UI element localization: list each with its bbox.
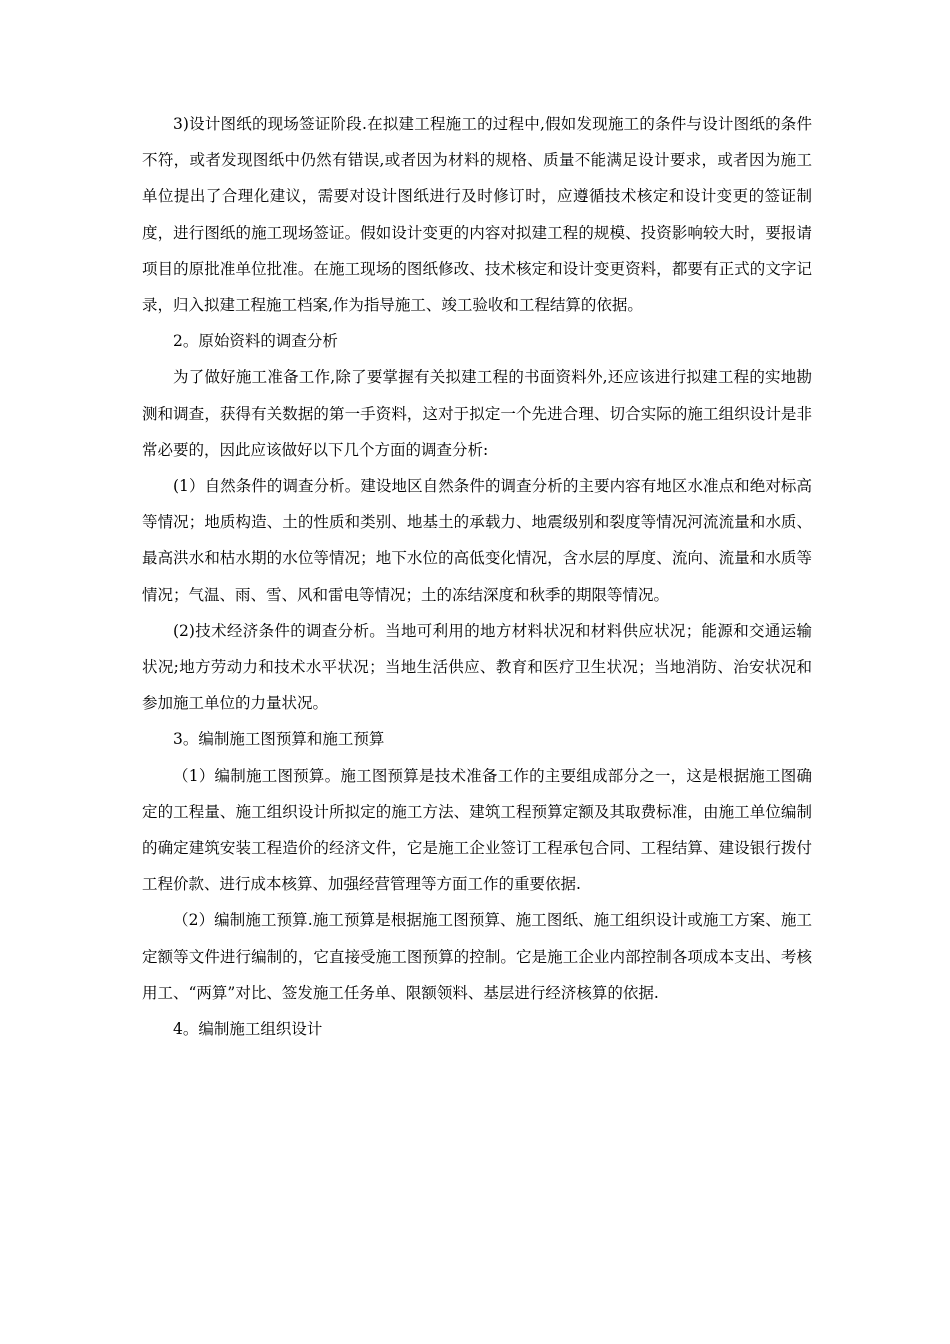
paragraph-natural-conditions: (1）自然条件的调查分析。建设地区自然条件的调查分析的主要内容有地区水准点和绝对标高等情况；地质构造、土的性质和类别、地基土的承载力、地震级别和裂度等情况河流流量和水质、最高洪水和枯水期的水位等情况；地下水位的高低变化情况，含水层的厚度、流向、流量和水质等情况；气温、雨、雪、风和雷电等情况；土的冻结深度和秋季的期限等情况。 <box>142 477 812 604</box>
document-body <box>142 106 812 1047</box>
section-heading-budget: 3。编制施工图预算和施工预算 <box>173 730 385 749</box>
paragraph-construction-budget: （2）编制施工预算.施工预算是根据施工图预算、施工图纸、施工组织设计或施工方案、施工定额等文件进行编制的，它直接受施工图预算的控制。它是施工企业内部控制各项成本支出、考核用工、“两算”对比、签发施工任务单、限额领料、基层进行经济核算的依据. <box>142 911 812 1002</box>
section-heading-organization-design: 4。编制施工组织设计 <box>173 1020 323 1039</box>
paragraph-survey-intro: 为了做好施工准备工作,除了要掌握有关拟建工程的书面资料外,还应该进行拟建工程的实地勘测和调查，获得有关数据的第一手资料，这对于拟定一个先进合理、切合实际的施工组织设计是非常必要的，因此应该做好以下几个方面的调查分析: <box>142 368 812 459</box>
section-heading-site-survey: 2。原始资料的调查分析 <box>173 332 338 351</box>
paragraph-construction-drawing-budget: （1）编制施工图预算。施工图预算是技术准备工作的主要组成部分之一，这是根据施工图确定的工程量、施工组织设计所拟定的施工方法、建筑工程预算定额及其取费标准，由施工单位编制的确定建筑安装工程造价的经济文件，它是施工企业签订工程承包合同、工程结算、建设银行拨付工程价款、进行成本核算、加强经营管理等方面工作的重要依据. <box>142 766 812 894</box>
paragraph-drawing-site-visa: 3)设计图纸的现场签证阶段.在拟建工程施工的过程中,假如发现施工的条件与设计图纸的条件不符，或者发现图纸中仍然有错误,或者因为材料的规格、质量不能满足设计要求，或者因为施工单位提出了合理化建议，需要对设计图纸进行及时修订时，应遵循技术核定和设计变更的签证制度，进行图纸的施工现场签证。假如设计变更的内容对拟建工程的规模、投资影响较大时，要报请项目的原批准单位批准。在施工现场的图纸修改、技术核定和设计变更资料，都要有正式的文字记录，归入拟建工程施工档案,作为指导施工、竣工验收和工程结算的依据。 <box>142 115 812 315</box>
paragraph-technical-economic-conditions: (2)技术经济条件的调查分析。当地可利用的地方材料状况和材料供应状况；能源和交通运输状况;地方劳动力和技术水平状况；当地生活供应、教育和医疗卫生状况；当地消防、治安状况和参加施工单位的力量状况。 <box>142 621 812 713</box>
